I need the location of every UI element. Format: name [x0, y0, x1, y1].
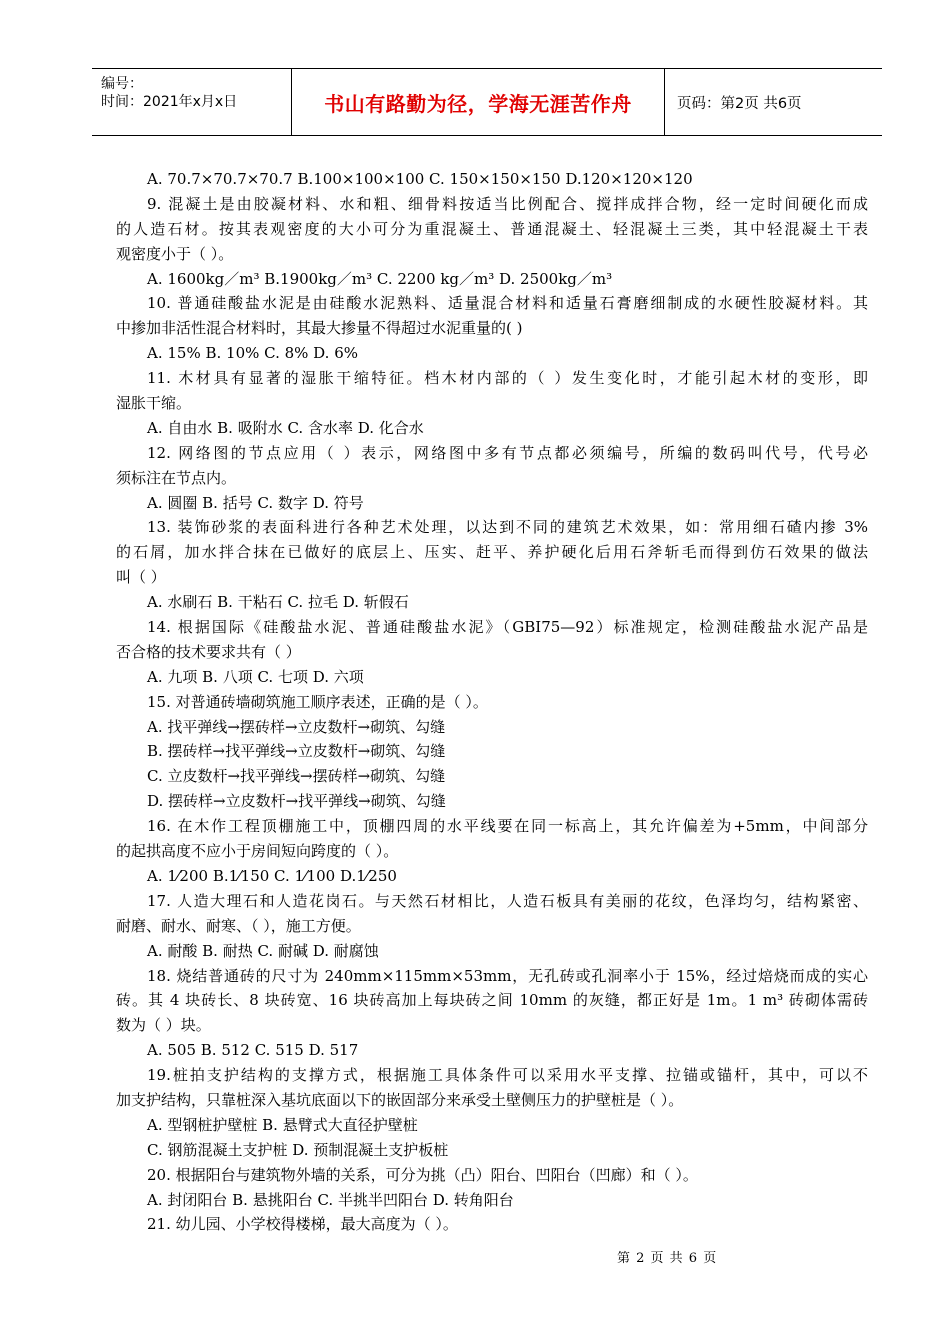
- header-meta-cell: [92, 69, 292, 135]
- answer-options: A. 505 B. 512 C. 515 D. 517: [147, 1041, 359, 1060]
- answer-option: B. 摆砖样→找平弹线→立皮数杆→砌筑、勾缝: [147, 742, 446, 761]
- answer-options: A. 1600kg／m³ B.1900kg／m³ C. 2200 kg／m³ D. 2500kg／m³: [147, 269, 613, 288]
- question-line: 13. 装饰砂浆的表面科进行各种艺术处理，以达到不同的建筑艺术效果，如：常用细石碴内掺 3%: [147, 518, 868, 537]
- answer-options: A. 圆圈 B. 括号 C. 数字 D. 符号: [147, 493, 364, 512]
- page-header: [92, 68, 882, 136]
- question-line: 12. 网络图的节点应用（ ）表示，网络图中多有节点都必须编号，所编的数码叫代号，代号必: [147, 443, 868, 462]
- answer-options: A. 九项 B. 八项 C. 七项 D. 六项: [147, 667, 364, 686]
- question-line: 18. 烧结普通砖的尺寸为 240mm×115mm×53mm，无孔砖或孔洞率小于 15%，经过焙烧而成的实心: [147, 966, 868, 985]
- answer-options: A. 1⁄200 B.1⁄150 C. 1⁄100 D.1⁄250: [147, 866, 397, 885]
- question-line: 砖。其 4 块砖长、8 块砖宽、16 块砖高加上每块砖之间 10mm 的灰缝，都正好是 1m。1 m³ 砖砌体需砖: [116, 991, 868, 1010]
- question-line: 耐磨、耐水、耐寒、（ ），施工方便。: [116, 916, 361, 935]
- question-line: 16. 在木作工程顶棚施工中，顶棚四周的水平线要在同一标高上，其允许偏差为+5mm，中间部分: [147, 817, 868, 836]
- question-line: 11. 木材具有显著的湿胀干缩特征。档木材内部的（ ）发生变化时，才能引起木材的变形，即: [147, 369, 868, 388]
- question-line: 19.桩拍支护结构的支撑方式，根据施工具体条件可以采用水平支撑、拉锚或锚杆，其中，可以不: [147, 1066, 868, 1085]
- question-line: 的起拱高度不应小于房间短向跨度的（ ）。: [116, 842, 399, 861]
- answer-options: A. 封闭阳台 B. 悬挑阳台 C. 半挑半凹阳台 D. 转角阳台: [147, 1190, 514, 1209]
- text-line: A. 70.7×70.7×70.7 B.100×100×100 C. 150×150×150 D.120×120×120: [147, 170, 693, 188]
- answer-options: C. 钢筋混凝土支护桩 D. 预制混凝土支护板桩: [147, 1140, 449, 1159]
- question-line: 叫（ ）: [116, 568, 166, 587]
- question-line: 21. 幼儿园、小学校得楼梯，最大高度为（ ）。: [147, 1215, 458, 1234]
- answer-option: A. 找平弹线→摆砖样→立皮数杆→砌筑、勾缝: [147, 717, 446, 736]
- question-line: 14. 根据国际《硅酸盐水泥、普通硅酸盐水泥》（GBI75—92）标准规定，检测硅酸盐水泥产品是: [147, 618, 868, 637]
- question-line: 10. 普通硅酸盐水泥是由硅酸水泥熟料、适量混合材料和适量石膏磨细制成的水硬性胶凝材料。其: [147, 294, 868, 313]
- question-line: 17. 人造大理石和人造花岗石。与天然石材相比，人造石板具有美丽的花纹，色泽均匀，结构紧密、: [147, 891, 868, 910]
- question-line: 中掺加非活性混合材料时，其最大掺量不得超过水泥重量的( ): [116, 319, 523, 338]
- page-footer: 第 2 页 共 6 页: [617, 1251, 718, 1266]
- header-page-info: 页码：第2页 共6页: [677, 95, 802, 112]
- question-line: 数为（ ）块。: [116, 1016, 211, 1035]
- answer-options: A. 耐酸 B. 耐热 C. 耐碱 D. 耐腐蚀: [147, 941, 379, 960]
- question-line: 加支护结构，只靠桩深入基坑底面以下的嵌固部分来承受土壁侧压力的护壁桩是（ ）。: [116, 1090, 684, 1109]
- answer-option: D. 摆砖样→立皮数杆→找平弹线→砌筑、勾缝: [147, 792, 446, 811]
- header-motto: 书山有路勤为径，学海无涯苦作舟: [292, 69, 665, 135]
- document-number-label: 编号：: [101, 76, 143, 92]
- question-line: 9. 混凝土是由胶凝材料、水和粗、细骨料按适当比例配合、搅拌成拌合物，经一定时间硬化而成: [147, 194, 868, 213]
- answer-options: A. 型钢桩护壁桩 B. 悬臂式大直径护壁桩: [147, 1115, 418, 1134]
- question-line: 否合格的技术要求共有（ ）: [116, 642, 301, 661]
- question-line: 的石屑，加水拌合抹在已做好的底层上、压实、赶平、养护硬化后用石斧斩毛而得到仿石效果的做法: [116, 543, 868, 562]
- question-line: 观密度小于（ ）。: [116, 244, 234, 263]
- question-line: 须标注在节点内。: [116, 468, 237, 487]
- answer-options: A. 15% B. 10% C. 8% D. 6%: [147, 344, 359, 363]
- question-line: 的人造石材。按其表观密度的大小可分为重混凝土、普通混凝土、轻混凝土三类，其中轻混凝土干表: [116, 219, 868, 238]
- document-time-label: 时间：2021年x月x日: [101, 94, 238, 110]
- document-body: [116, 167, 868, 1237]
- answer-option: C. 立皮数杆→找平弹线→摆砖样→砌筑、勾缝: [147, 767, 446, 786]
- answer-options: A. 水刷石 B. 干粘石 C. 拉毛 D. 斩假石: [147, 593, 409, 612]
- answer-options: A. 自由水 B. 吸附水 C. 含水率 D. 化合水: [147, 418, 424, 437]
- question-line: 20. 根据阳台与建筑物外墙的关系，可分为挑（凸）阳台、凹阳台（凹廊）和（ ）。: [147, 1165, 698, 1184]
- question-line: 湿胀干缩。: [116, 394, 192, 413]
- question-line: 15. 对普通砖墙砌筑施工顺序表述，正确的是（ ）。: [147, 692, 488, 711]
